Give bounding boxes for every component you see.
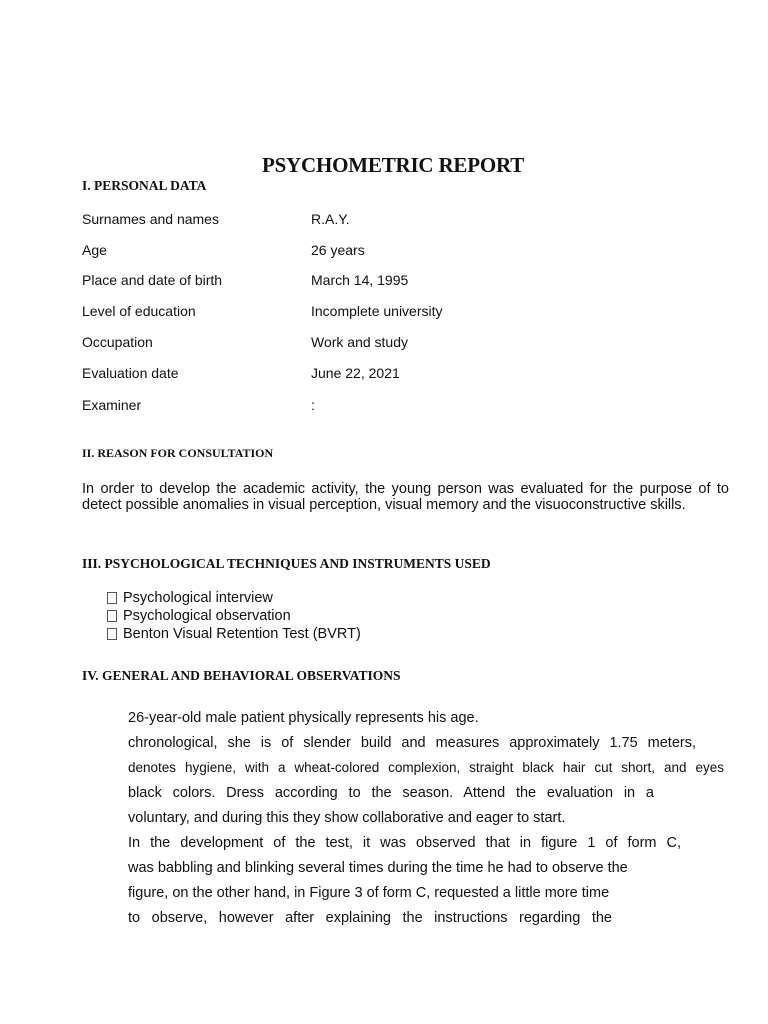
section-heading-techniques: III. PSYCHOLOGICAL TECHNIQUES AND INSTRUMENTS USED xyxy=(82,556,491,571)
field-label: Place and date of birth xyxy=(82,272,223,288)
observation-line: was babbling and blinking several times during the time he had to observe the xyxy=(128,860,628,876)
field-label: Examiner xyxy=(82,397,142,413)
field-label: Age xyxy=(82,242,107,258)
observation-line: black colors. Dress according to the season. Attend the evaluation in a xyxy=(128,785,654,801)
list-item-label: Benton Visual Retention Test (BVRT) xyxy=(123,626,361,642)
field-value: R.A.Y. xyxy=(311,211,350,227)
section-heading-personal-data: I. PERSONAL DATA xyxy=(82,178,207,193)
observation-line: figure, on the other hand, in Figure 3 of form C, requested a little more time xyxy=(128,885,610,901)
field-label: Level of education xyxy=(82,303,196,319)
observation-line: to observe, however after explaining the instructions regarding the xyxy=(128,910,612,926)
list-item-label: Psychological observation xyxy=(123,608,291,624)
checkbox-icon xyxy=(107,592,117,604)
field-value: 26 years xyxy=(311,242,365,258)
list-item xyxy=(107,625,361,643)
field-label: Surnames and names xyxy=(82,211,219,227)
observation-line: voluntary, and during this they show collaborative and eager to start. xyxy=(128,810,566,826)
field-label: Occupation xyxy=(82,334,153,350)
field-value: March 14, 1995 xyxy=(311,272,409,288)
section-heading-observations: IV. GENERAL AND BEHAVIORAL OBSERVATIONS xyxy=(82,668,401,683)
list-item xyxy=(107,607,361,625)
page-title: PSYCHOMETRIC REPORT xyxy=(261,153,525,177)
field-label: Evaluation date xyxy=(82,365,179,381)
reason-paragraph: In order to develop the academic activity, the young person was evaluated for the purpose of to detect possible anomalies in visual perception, visual memory and the visuoconstructive skills. xyxy=(82,481,729,513)
observation-line: In the development of the test, it was observed that in figure 1 of form C, xyxy=(128,835,681,851)
list-item-label: Psychological interview xyxy=(123,590,273,606)
checkbox-icon xyxy=(107,610,117,622)
techniques-list xyxy=(107,589,361,643)
field-value: Incomplete university xyxy=(311,303,443,319)
observation-line: 26-year-old male patient physically represents his age. xyxy=(128,710,479,726)
list-item xyxy=(107,589,361,607)
observation-line: denotes hygiene, with a wheat-colored complexion, straight black hair cut short, and eyes xyxy=(128,760,724,775)
field-value: : xyxy=(311,397,315,413)
field-value: June 22, 2021 xyxy=(311,365,400,381)
observation-line: chronological, she is of slender build and measures approximately 1.75 meters, xyxy=(128,735,696,751)
checkbox-icon xyxy=(107,628,117,640)
field-value: Work and study xyxy=(311,334,409,350)
section-heading-reason: II. REASON FOR CONSULTATION xyxy=(82,446,274,460)
